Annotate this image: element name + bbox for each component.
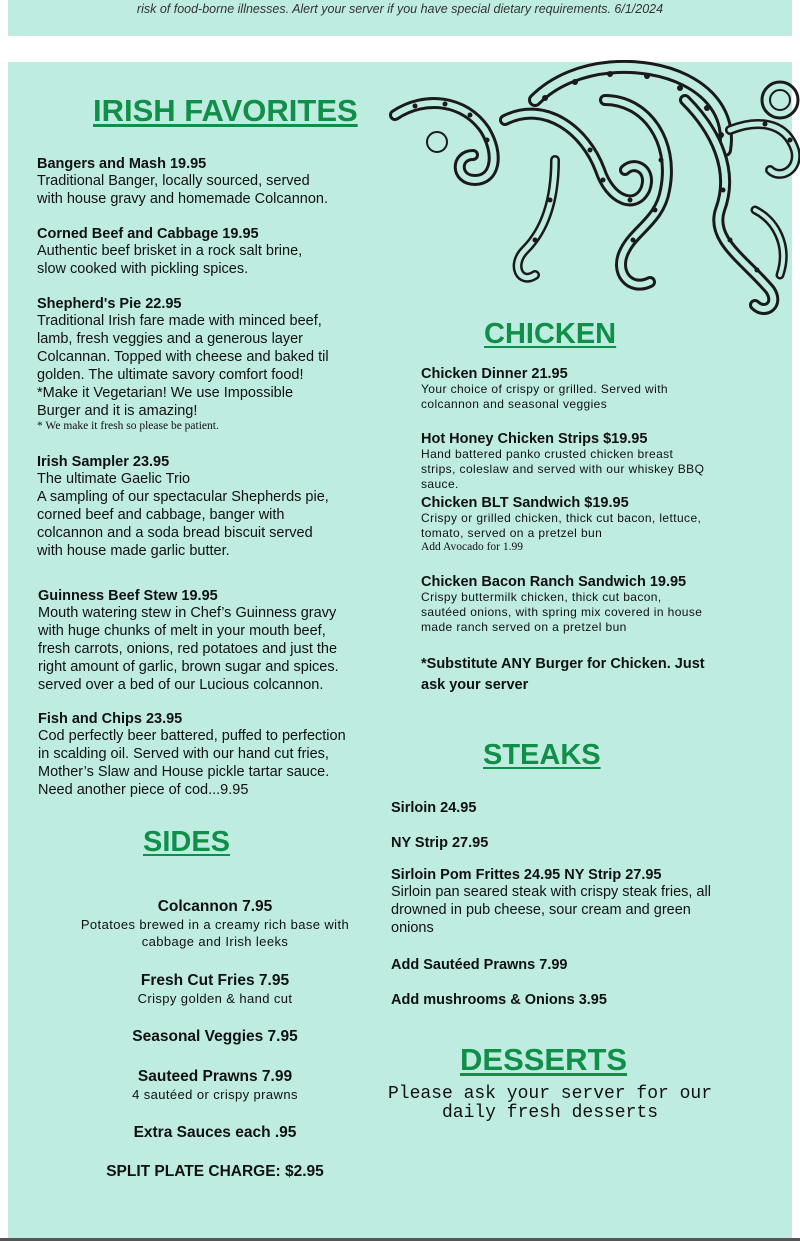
fish-chips-desc-4: Need another piece of cod...9.95: [38, 782, 249, 798]
pom-frittes-item: [391, 867, 786, 937]
irish-sampler-title: Irish Sampler 23.95: [37, 454, 170, 470]
irish-favorites-heading: IRISH FAVORITES: [93, 93, 358, 128]
bacon-ranch-desc-1: Crispy buttermilk chicken, thick cut bacon,: [421, 590, 662, 604]
fish-chips-desc-2: in scalding oil. Served with our hand cut fries,: [38, 746, 329, 762]
chicken-blt-item: [421, 495, 781, 553]
chicken-blt-desc-2: tomato, served on a pretzel bun: [421, 526, 603, 540]
seasonal-veggies-item: Seasonal Veggies 7.95: [132, 1028, 298, 1045]
corned-beef-desc-2: slow cooked with pickling spices.: [37, 261, 249, 277]
pom-frittes-desc-1: Sirloin pan seared steak with crispy steak fries, all: [391, 884, 711, 900]
bacon-ranch-title: Chicken Bacon Ranch Sandwich 19.95: [421, 574, 687, 590]
sauteed-prawns-title: Sauteed Prawns 7.99: [137, 1068, 293, 1085]
chicken-dinner-title: Chicken Dinner 21.95: [421, 366, 568, 382]
octopus-illustration: [385, 60, 800, 320]
honey-strips-desc-1: Hand battered panko crusted chicken breast: [421, 447, 674, 461]
desserts-message: [370, 1085, 730, 1123]
sauteed-prawns-item: [40, 1068, 390, 1104]
fish-chips-desc-3: Mother’s Slaw and House pickle tartar sauce.: [38, 764, 330, 780]
colcannon-desc-2: cabbage and Irish leeks: [141, 934, 289, 949]
shepherds-pie-note: * We make it fresh so please be patient.: [37, 420, 219, 432]
fish-chips-title: Fish and Chips 23.95: [38, 711, 183, 727]
fish-chips-desc-1: Cod perfectly beer battered, puffed to perfection: [38, 728, 346, 744]
beef-stew-title: Guinness Beef Stew 19.95: [38, 588, 218, 604]
colcannon-item: [40, 898, 390, 950]
irish-sampler-desc-1: The ultimate Gaelic Trio: [37, 471, 191, 487]
irish-sampler-desc-5: with house made garlic butter.: [37, 543, 230, 559]
steaks-heading: STEAKS: [483, 739, 601, 771]
sides-heading: SIDES: [143, 826, 231, 858]
shepherds-pie-desc-1: Traditional Irish fare made with minced beef,: [37, 313, 322, 329]
bangers-desc-1: Traditional Banger, locally sourced, served: [37, 173, 310, 189]
beef-stew-desc-2: with huge chunks of melt in your mouth beef,: [38, 623, 326, 639]
shepherds-pie-title: Shepherd's Pie 22.95: [37, 296, 182, 312]
irish-sampler-item: [37, 454, 407, 560]
chicken-dinner-item: [421, 366, 781, 412]
chicken-blt-note: Add Avocado for 1.99: [421, 541, 523, 553]
beef-stew-item: [38, 588, 408, 694]
sauteed-prawns-desc: 4 sautéed or crispy prawns: [132, 1087, 298, 1102]
fresh-fries-title: Fresh Cut Fries 7.95: [140, 972, 290, 989]
chicken-blt-desc-1: Crispy or grilled chicken, thick cut bacon, lettuce,: [421, 511, 702, 525]
extra-sauces-item: Extra Sauces each .95: [133, 1124, 297, 1141]
allergen-notice: risk of food-borne illnesses. Alert your server if you have special dietary requirements. 6/1/2024: [136, 2, 664, 16]
shepherds-pie-desc-6: Burger and it is amazing!: [37, 403, 198, 419]
beef-stew-desc-4: right amount of garlic, brown sugar and spices.: [38, 659, 339, 675]
shepherds-pie-desc-5: *Make it Vegetarian! We use Impossible: [37, 385, 294, 401]
substitute-note: [421, 654, 781, 696]
beef-stew-desc-3: fresh carrots, onions, red potatoes and just the: [38, 641, 338, 657]
pom-frittes-desc-3: onions: [391, 920, 434, 936]
desserts-heading: DESSERTS: [460, 1042, 628, 1077]
chicken-blt-title: Chicken BLT Sandwich $19.95: [421, 495, 629, 511]
irish-sampler-desc-3: corned beef and cabbage, banger with: [37, 507, 285, 523]
fish-chips-item: [38, 711, 408, 799]
bangers-item: [37, 156, 407, 208]
bacon-ranch-item: [421, 574, 781, 635]
substitute-line-1: *Substitute ANY Burger for Chicken. Just: [421, 656, 705, 672]
chicken-heading: CHICKEN: [484, 318, 617, 350]
chicken-dinner-desc-1: Your choice of crispy or grilled. Served with: [421, 382, 668, 396]
corned-beef-title: Corned Beef and Cabbage 19.95: [37, 226, 259, 242]
ny-strip-item: NY Strip 27.95: [391, 835, 489, 851]
shepherds-pie-item: [37, 296, 407, 432]
corned-beef-desc-1: Authentic beef brisket in a rock salt brine,: [37, 243, 303, 259]
shepherds-pie-desc-2: lamb, fresh veggies and a generous layer: [37, 331, 303, 347]
notice-strip: [8, 0, 792, 36]
honey-strips-desc-2: strips, coleslaw and served with our whiskey BBQ: [421, 462, 705, 476]
fresh-fries-desc: Crispy golden & hand cut: [137, 991, 293, 1006]
fresh-fries-item: [40, 972, 390, 1008]
desserts-line-2: daily fresh desserts: [441, 1103, 659, 1123]
split-plate-charge: SPLIT PLATE CHARGE: $2.95: [106, 1163, 324, 1180]
substitute-line-2: ask your server: [421, 677, 529, 693]
irish-sampler-desc-4: colcannon and a soda bread biscuit served: [37, 525, 313, 541]
honey-strips-item: [421, 431, 781, 492]
beef-stew-desc-5: served over a bed of our Lucious colcannon.: [38, 677, 324, 693]
beef-stew-desc-1: Mouth watering stew in Chef’s Guinness gravy: [38, 605, 337, 621]
sirloin-item: Sirloin 24.95: [391, 800, 477, 816]
bangers-title: Bangers and Mash 19.95: [37, 156, 207, 172]
bacon-ranch-desc-2: sautéed onions, with spring mix covered in house: [421, 605, 703, 619]
bacon-ranch-desc-3: made ranch served on a pretzel bun: [421, 620, 627, 634]
honey-strips-title: Hot Honey Chicken Strips $19.95: [421, 431, 648, 447]
irish-sampler-desc-2: A sampling of our spectacular Shepherds pie,: [37, 489, 329, 505]
add-mushrooms-item: Add mushrooms & Onions 3.95: [391, 992, 607, 1008]
chicken-dinner-desc-2: colcannon and seasonal veggies: [421, 397, 608, 411]
add-prawns-item: Add Sautéed Prawns 7.99: [391, 957, 568, 973]
shepherds-pie-desc-4: golden. The ultimate savory comfort food!: [37, 367, 304, 383]
bangers-desc-2: with house gravy and homemade Colcannon.: [37, 191, 328, 207]
shepherds-pie-desc-3: Colcannan. Topped with cheese and baked til: [37, 349, 329, 365]
colcannon-title: Colcannon 7.95: [157, 898, 273, 915]
colcannon-desc-1: Potatoes brewed in a creamy rich base with: [80, 917, 350, 932]
corned-beef-item: [37, 226, 407, 278]
honey-strips-desc-3: sauce.: [421, 477, 459, 491]
pom-frittes-title: Sirloin Pom Frittes 24.95 NY Strip 27.95: [391, 867, 662, 883]
desserts-line-1: Please ask your server for our: [387, 1084, 713, 1104]
pom-frittes-desc-2: drowned in pub cheese, sour cream and green: [391, 902, 691, 918]
